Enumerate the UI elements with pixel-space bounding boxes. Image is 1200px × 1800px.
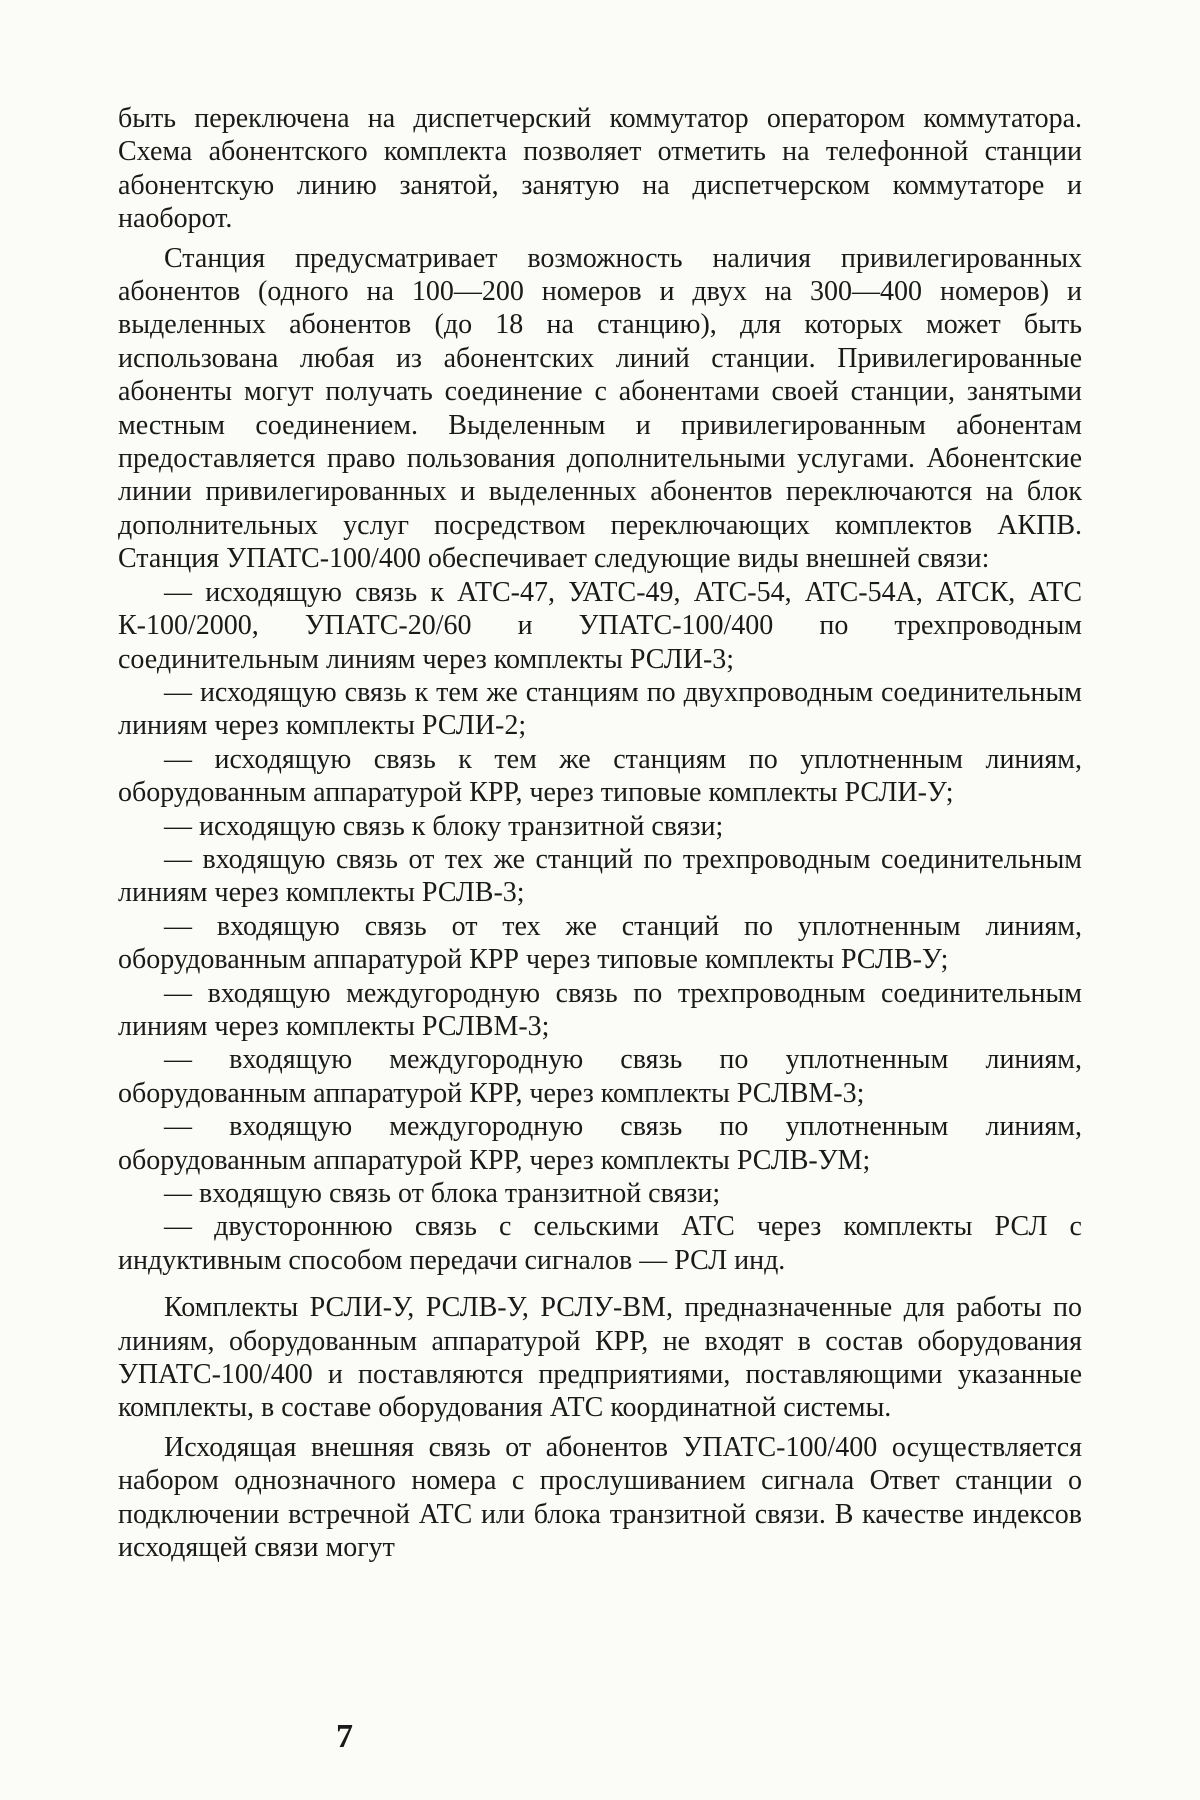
paragraph-outgoing-external: Исходящая внешняя связь от абонентов УПАТС-100/400 осуществляется набором однозначного номера с прослушиванием сигнала Ответ станции о подключении встречной АТС или блока транзитной связи. В качестве индексов исходящей связи могут: [118, 1431, 1082, 1564]
list-item: — исходящую связь к блоку транзитной связи;: [164, 810, 724, 842]
list-item: — входящую связь от тех же станций по трехпроводным соединительным линиям через комплекты РСЛВ-3;: [118, 843, 1082, 909]
paragraph-krr-sets: Комплекты РСЛИ-У, РСЛВ-У, РСЛУ-ВМ, предназначенные для работы по линиям, оборудованным аппаратурой КРР, не входят в состав оборудования УПАТС-100/400 и поставляются предприятиями, поставляющими указанные комплекты, в составе оборудования АТС координатной системы.: [118, 1292, 1082, 1424]
list-item: — входящую связь от тех же станций по уплотненным линиям, оборудованным аппаратурой КРР через типовые комплекты РСЛВ-У;: [118, 910, 1082, 976]
list-item: — входящую связь от блока транзитной связи;: [164, 1178, 721, 1209]
body-text: [118, 102, 1082, 1564]
page-number: 7: [336, 1718, 353, 1755]
list-item: — исходящую связь к тем же станциям по двухпроводным соединительным линиям через комплекты РСЛИ-2;: [118, 676, 1082, 742]
list-item: — входящую междугородную связь по уплотненным линиям, оборудованным аппаратурой КРР, через комплекты РСЛВ-УМ;: [118, 1111, 1082, 1176]
paragraph-continuation: быть переключена на диспетчерский коммутатор оператором коммутатора. Схема абонентского комплекта позволяет отметить на телефонной станции абонентскую линию занятой, занятую на диспетчерском коммутаторе и наоборот.: [118, 103, 1082, 235]
list-item: — исходящую связь к тем же станциям по уплотненным линиям, оборудованным аппаратурой КРР, через типовые комплекты РСЛИ-У;: [118, 743, 1082, 809]
list-item: — входящую междугородную связь по уплотненным линиям, оборудованным аппаратурой КРР, через комплекты РСЛВМ-3;: [118, 1044, 1082, 1109]
list-item: — исходящую связь к АТС-47, УАТС-49, АТС-54, АТС-54А, АТСК, АТС К-100/2000, УПАТС-20/60 и УПАТС-100/400 по трехпроводным соединительным линиям через комплекты РСЛИ-3;: [118, 576, 1082, 675]
paragraph-station-capabilities: Станция предусматривает возможность наличия привилегированных абонентов (одного на 100—200 номеров и двух на 300—400 номеров) и выделенных абонентов (до 18 на станцию), для которых может быть использована любая из абонентских линий станции. Привилегированные абоненты могут получать соединение с абонентами своей станции, занятыми местным соединением. Выделенным и привилегированным абонентам предоставляется право пользования дополнительными услугами. Абонентские линии привилегированных и выделенных абонентов переключаются на блок дополнительных услуг посредством переключающих комплектов АКПВ. Станция УПАТС-100/400 обеспечивает следующие виды внешней связи:: [118, 242, 1082, 575]
list-item: — входящую междугородную связь по трехпроводным соединительным линиям через комплекты РСЛВМ-3;: [118, 977, 1082, 1042]
list-item: — двустороннюю связь с сельскими АТС через комплекты РСЛ с индуктивным способом передачи сигналов — РСЛ инд.: [118, 1211, 1082, 1276]
